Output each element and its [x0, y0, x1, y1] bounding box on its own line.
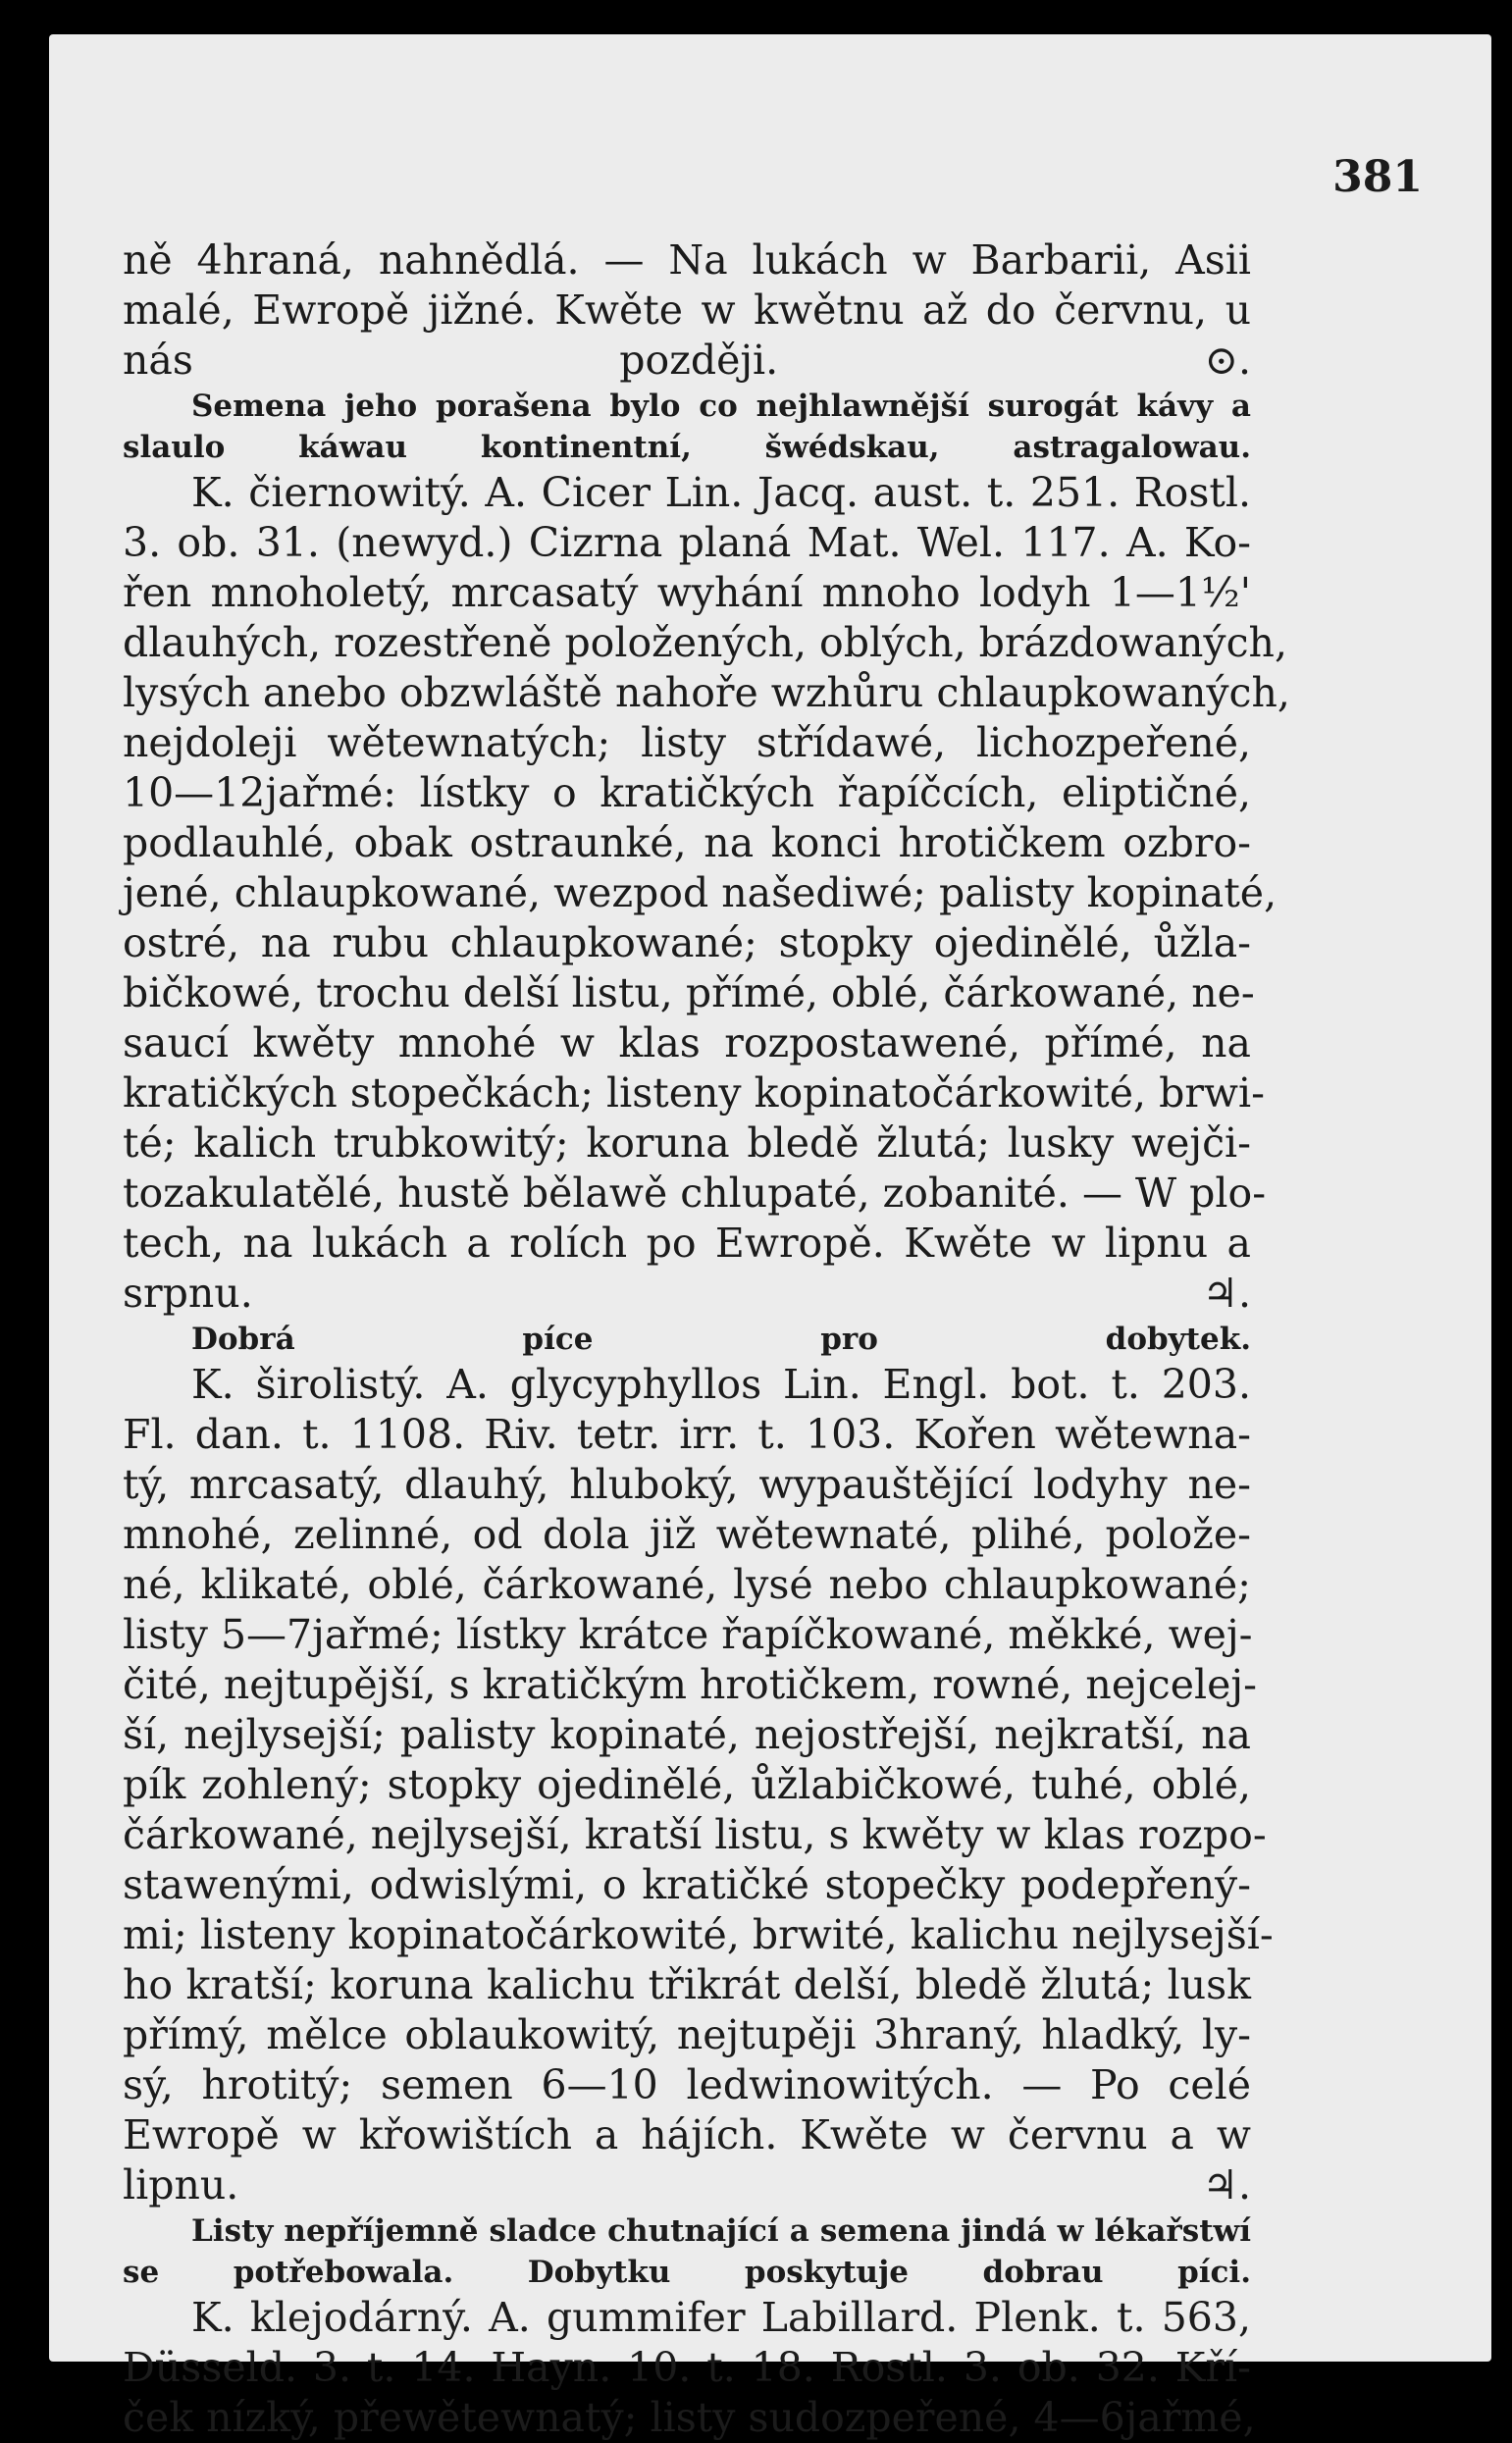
text-line: K. širolistý. A. glycyphyllos Lin. Engl. bot. t. 203. [191, 1361, 1251, 1408]
text-line: ně 4hraná, nahnědlá. — Na lukách w Barbarii, Asii [123, 236, 1251, 284]
text-line: K. čiernowitý. A. Cicer Lin. Jacq. aust. t. 251. Rostl. [191, 469, 1251, 516]
text-line: řen mnoholetý, mrcasatý wyhání mnoho lodyh 1—1½' [123, 569, 1251, 616]
text-line: kratičkých stopečkách; listeny kopinatočárkowité, brwi- [123, 1069, 1265, 1117]
body-text [123, 235, 1290, 2443]
text-line: nás později. ⊙. [123, 337, 1251, 384]
text-line: Fl. dan. t. 1108. Riv. tetr. irr. t. 103. Kořen wětewna- [123, 1411, 1251, 1458]
text-line: srpnu. ♃. [123, 1270, 1251, 1317]
text-line: Semena jeho porašena bylo co nejhlawnější surogát kávy a [191, 389, 1251, 424]
text-line: mi; listeny kopinatočárkowité, brwité, kalichu nejlysejší- [123, 1911, 1274, 1958]
text-line: tech, na lukách a rolích po Ewropě. Kwěte w lipnu a [123, 1220, 1251, 1267]
text-line: bičkowé, trochu delší listu, přímé, oblé, čárkowané, ne- [123, 969, 1255, 1016]
text-line: ho kratší; koruna kalichu třikrát delší, bledě žlutá; lusk [123, 1961, 1251, 2008]
text-line: K. klejodárný. A. gummifer Labillard. Plenk. t. 563, [191, 2294, 1251, 2341]
text-line: se potřebowala. Dobytku poskytuje dobrau píci. [123, 2255, 1251, 2290]
text-line: čité, nejtupější, s kratičkým hrotičkem, rowné, nejcelej- [123, 1661, 1257, 1708]
text-line: sý, hrotitý; semen 6—10 ledwinowitých. — Po celé [123, 2061, 1251, 2108]
text-line: tý, mrcasatý, dlauhý, hluboký, wypauštějící lodyhy ne- [123, 1461, 1251, 1508]
text-line: saucí kwěty mnohé w klas rozpostawené, přímé, na [123, 1019, 1251, 1066]
text-line: ostré, na rubu chlaupkowané; stopky ojedinělé, ůžla- [123, 919, 1251, 966]
text-line: né, klikaté, oblé, čárkowané, lysé nebo chlaupkowané; [123, 1561, 1251, 1608]
text-line: 3. ob. 31. (newyd.) Cizrna planá Mat. Wel. 117. A. Ko- [123, 519, 1251, 566]
text-line: stawenými, odwislými, o kratičké stopečky podepřený- [123, 1861, 1251, 1908]
text-line: Düsseld. 3. t. 14. Hayn. 10. t. 18. Rostl. 3. ob. 32. Kří- [123, 2344, 1251, 2391]
text-line: pík zohlený; stopky ojedinělé, ůžlabičkowé, tuhé, oblé, [123, 1761, 1251, 1808]
text-line: lysých anebo obzwláště nahoře wzhůru chlaupkowaných, [123, 669, 1290, 716]
text-line: jené, chlaupkowané, wezpod našediwé; palisty kopinaté, [123, 869, 1277, 916]
text-line: slaulo káwau kontinentní, šwédskau, astragalowau. [123, 430, 1251, 465]
text-line: podlauhlé, obak ostraunké, na konci hrotičkem ozbro- [123, 819, 1251, 866]
text-line: ček nízký, přewětewnatý; listy sudozpeřené, 4—6jařmé, [123, 2394, 1256, 2441]
text-line: mnohé, zelinné, od dola již wětewnaté, plihé, polože- [123, 1511, 1251, 1558]
text-line: Listy nepříjemně sladce chutnající a semena jindá w lékařstwí [191, 2213, 1251, 2249]
text-line: lipnu. ♃. [123, 2161, 1251, 2209]
text-line: malé, Ewropě jižné. Kwěte w kwětnu až do červnu, u [123, 286, 1251, 334]
text-line: listy 5—7jařmé; lístky krátce řapíčkowané, měkké, wej- [123, 1611, 1253, 1658]
text-line: dlauhých, rozestřeně položených, oblých, brázdowaných, [123, 619, 1287, 666]
text-line: přímý, mělce oblaukowitý, nejtupěji 3hraný, hladký, ly- [123, 2011, 1251, 2058]
text-line: té; kalich trubkowitý; koruna bledě žlutá; lusky wejči- [123, 1119, 1251, 1167]
text-line: Dobrá píce pro dobytek. [191, 1322, 1251, 1357]
text-line: nejdoleji wětewnatých; listy střídawé, lichozpeřené, [123, 719, 1251, 766]
text-line: ší, nejlysejší; palisty kopinaté, nejostřejší, nejkratší, na [123, 1711, 1251, 1758]
text-line: 10—12jařmé: lístky o kratičkých řapíčcích, eliptičné, [123, 769, 1251, 816]
text-line: čárkowané, nejlysejší, kratší listu, s kwěty w klas rozpo- [123, 1811, 1267, 1858]
book-page [49, 34, 1491, 2441]
page-number: 381 [1332, 152, 1423, 202]
text-line: Ewropě w křowištích a hájích. Kwěte w červnu a w [123, 2111, 1251, 2158]
text-line: tozakulatělé, hustě bělawě chlupaté, zobanité. — W plo- [123, 1170, 1267, 1217]
